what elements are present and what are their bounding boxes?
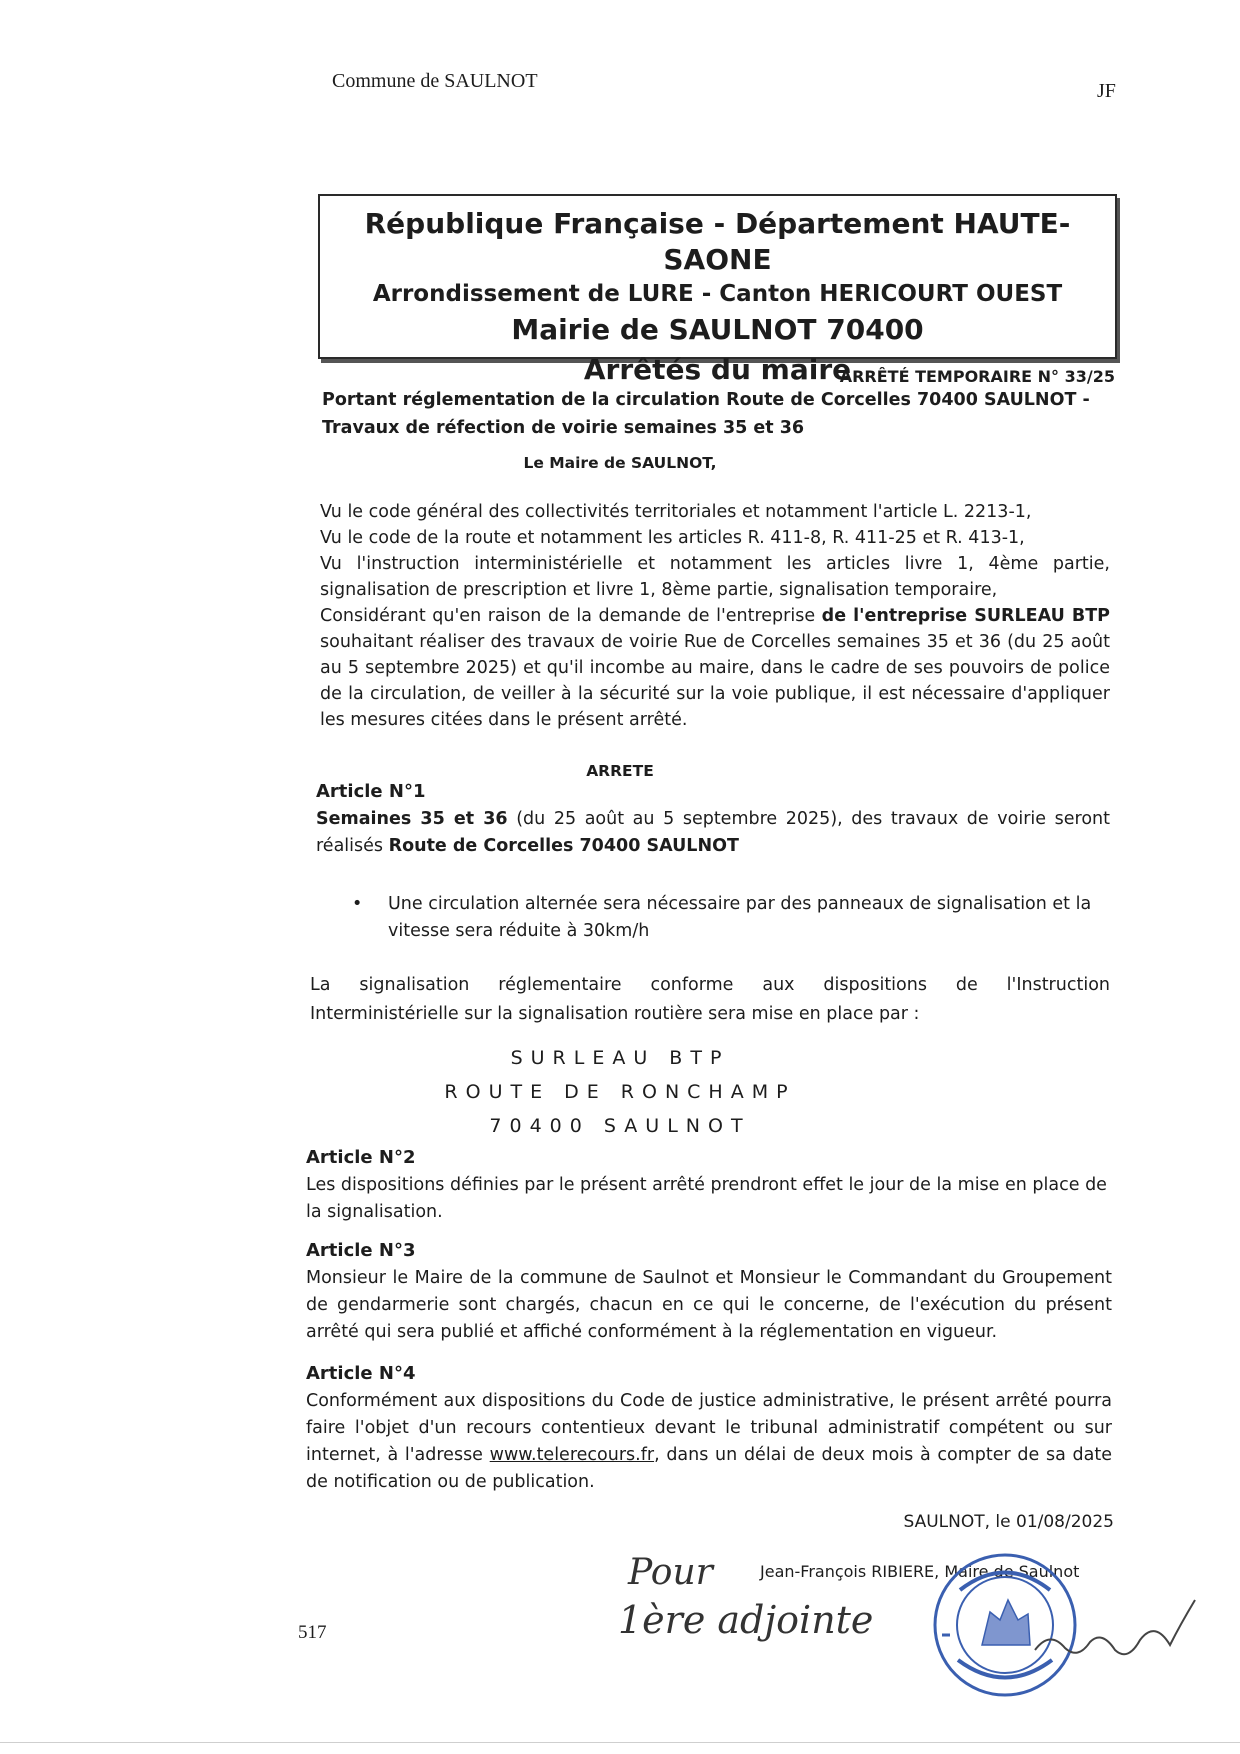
initials: JF	[1097, 80, 1116, 102]
address-line-2: ROUTE DE RONCHAMP	[444, 1081, 796, 1103]
handwritten-pour: Pour	[628, 1552, 713, 1593]
subject-line-2: Travaux de réfection de voirie semaines 35 et 36	[322, 418, 805, 438]
date-line: SAULNOT, le 01/08/2025	[903, 1512, 1114, 1532]
article-1-location: Route de Corcelles 70400 SAULNOT	[388, 836, 739, 856]
header-line-1: République Française - Département HAUTE-SAONE	[364, 207, 1071, 276]
article-3-title: Article N°3	[306, 1240, 416, 1261]
telerecours-link[interactable]: www.telerecours.fr	[489, 1445, 655, 1465]
considerations	[320, 499, 1110, 733]
article-1-weeks: Semaines 35 et 36	[316, 809, 508, 829]
subject-line-1: Portant réglementation de la circulation Route de Corcelles 70400 SAULNOT -	[322, 390, 1090, 410]
signalisation-line-2: Interministérielle sur la signalisation routière sera mise en place par :	[310, 1004, 920, 1024]
subject	[322, 386, 1122, 442]
header-line-4: Arrêtés du maire	[583, 353, 852, 386]
commune-label: Commune de SAULNOT	[332, 70, 538, 92]
article-3-text: Monsieur le Maire de la commune de Saulnot et Monsieur le Commandant du Groupement de gendarmerie sont chargés, chacun en ce qui le concerne, de l'exécution du présent arrêté qui sera publié et affiché conformément à la réglementation en vigueur.	[306, 1268, 1112, 1342]
signalisation-line-1: La signalisation réglementaire conforme aux dispositions de l'Instruction	[310, 975, 1110, 995]
vu-line-1: Vu le code général des collectivités territoriales et notamment l'article L. 2213-1,	[320, 502, 1032, 522]
arrete-title: ARRETE	[586, 762, 654, 780]
article-4-text	[306, 1388, 1112, 1496]
article-4-title: Article N°4	[306, 1363, 416, 1384]
article-1-title: Article N°1	[316, 781, 426, 802]
handwritten-adjointe: 1ère adjointe	[618, 1598, 874, 1642]
vu-line-2: Vu le code de la route et notamment les articles R. 411-8, R. 411-25 et R. 413-1,	[320, 528, 1025, 548]
article-4-end: , dans un délai de deux mois à compter de sa date de notification ou de publication.	[306, 1445, 1112, 1492]
signer-name: Jean-François RIBIERE, Maire de Saulnot	[760, 1562, 1080, 1581]
vu-line-3: Vu l'instruction interministérielle et notamment les articles livre 1, 4ème partie, signalisation de prescription et livre 1, 8ème partie, signalisation temporaire,	[320, 554, 1110, 600]
article-2-text: Les dispositions définies par le présent arrêté prendront effet le jour de la mise en place de la signalisation.	[306, 1175, 1107, 1222]
address-line-1: SURLEAU BTP	[510, 1047, 730, 1069]
page-number: 517	[298, 1622, 327, 1643]
article-4-start: Conformément aux dispositions du Code de justice administrative, le présent arrêté pourra faire l'objet d'un recours contentieux devant le tribunal administratif compétent ou sur internet, à l'adresse	[306, 1391, 1112, 1465]
bottom-rule	[0, 1742, 1240, 1743]
signalisation-text	[310, 971, 1110, 1029]
article-1-bullet: • Une circulation alternée sera nécessaire par des panneaux de signalisation et la vitesse sera réduite à 30km/h	[352, 891, 1112, 945]
arrete-number: ARRÊTÉ TEMPORAIRE N° 33/25	[839, 367, 1115, 386]
considerant-company: de l'entreprise SURLEAU BTP	[821, 606, 1110, 626]
article-1-period: (du 25 août au 5 septembre 2025), des travaux de voirie seront réalisés	[316, 809, 1110, 856]
article-1-text	[316, 806, 1110, 860]
considerant-rest: souhaitant réaliser des travaux de voirie Rue de Corcelles semaines 35 et 36 (du 25 août au 5 septembre 2025) et qu'il incombe au maire, dans le cadre de ses pouvoirs de police de la circulation, de veiller à la sécurité sur la voie publique, il est nécessaire d'appliquer les mesures citées dans le présent arrêté.	[320, 632, 1110, 730]
le-maire: Le Maire de SAULNOT,	[523, 454, 717, 472]
header-line-3: Mairie de SAULNOT 70400	[511, 313, 924, 346]
article-2-title: Article N°2	[306, 1147, 416, 1168]
considerant-paragraph	[320, 603, 1110, 733]
header-line-2: Arrondissement de LURE - Canton HERICOURT OUEST	[372, 281, 1063, 307]
considerant-start: Considérant qu'en raison de la demande de l'entreprise	[320, 606, 816, 626]
address-line-3: 70400 SAULNOT	[489, 1115, 751, 1137]
signature-scribble	[1030, 1590, 1200, 1670]
